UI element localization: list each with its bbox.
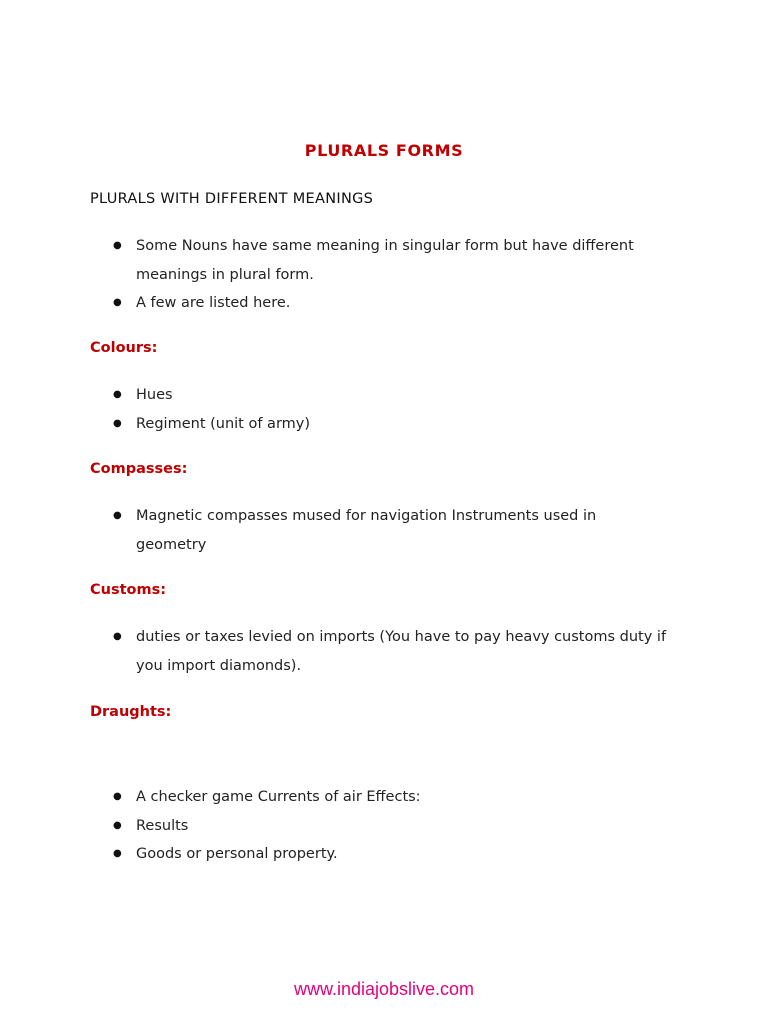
bullet-icon: ● xyxy=(113,297,122,308)
compasses-list xyxy=(90,502,650,559)
list-item: ● duties or taxes levied on imports (You have to pay heavy customs duty if you import diamonds). xyxy=(90,623,690,680)
bullet-icon: ● xyxy=(113,240,122,251)
list-item: ● Some Nouns have same meaning in singular form but have different meanings in plural form. xyxy=(90,232,690,289)
bullet-icon: ● xyxy=(113,631,122,642)
bullet-icon: ● xyxy=(113,791,122,802)
footer-website-link[interactable]: www.indiajobslive.com xyxy=(293,979,475,999)
bullet-icon: ● xyxy=(113,510,122,521)
list-item: ● Results xyxy=(90,812,690,841)
bullet-icon: ● xyxy=(113,848,122,859)
bullet-icon: ● xyxy=(113,389,122,400)
list-item: ● A few are listed here. xyxy=(90,289,690,318)
list-item: ● Goods or personal property. xyxy=(90,840,690,869)
bullet-icon: ● xyxy=(113,417,122,429)
list-item: ● Magnetic compasses mused for navigation Instruments used in geometry xyxy=(90,502,650,559)
intro-list xyxy=(90,232,690,318)
section-heading-colours: Colours: xyxy=(90,340,158,356)
list-item: ● A checker game Currents of air Effects: xyxy=(90,783,690,812)
colours-list xyxy=(90,381,690,438)
section-heading-compasses: Compasses: xyxy=(90,461,188,477)
bullet-icon: ● xyxy=(113,819,122,831)
section-heading-customs: Customs: xyxy=(90,582,167,598)
page-title: PLURALS FORMS xyxy=(304,141,464,160)
list-item: ● Hues xyxy=(90,381,690,410)
page-subtitle: PLURALS WITH DIFFERENT MEANINGS xyxy=(90,191,374,207)
draughts-list xyxy=(90,783,690,869)
list-item: ● Regiment (unit of army) xyxy=(90,410,690,439)
section-heading-draughts: Draughts: xyxy=(90,704,172,720)
customs-list xyxy=(90,623,690,680)
